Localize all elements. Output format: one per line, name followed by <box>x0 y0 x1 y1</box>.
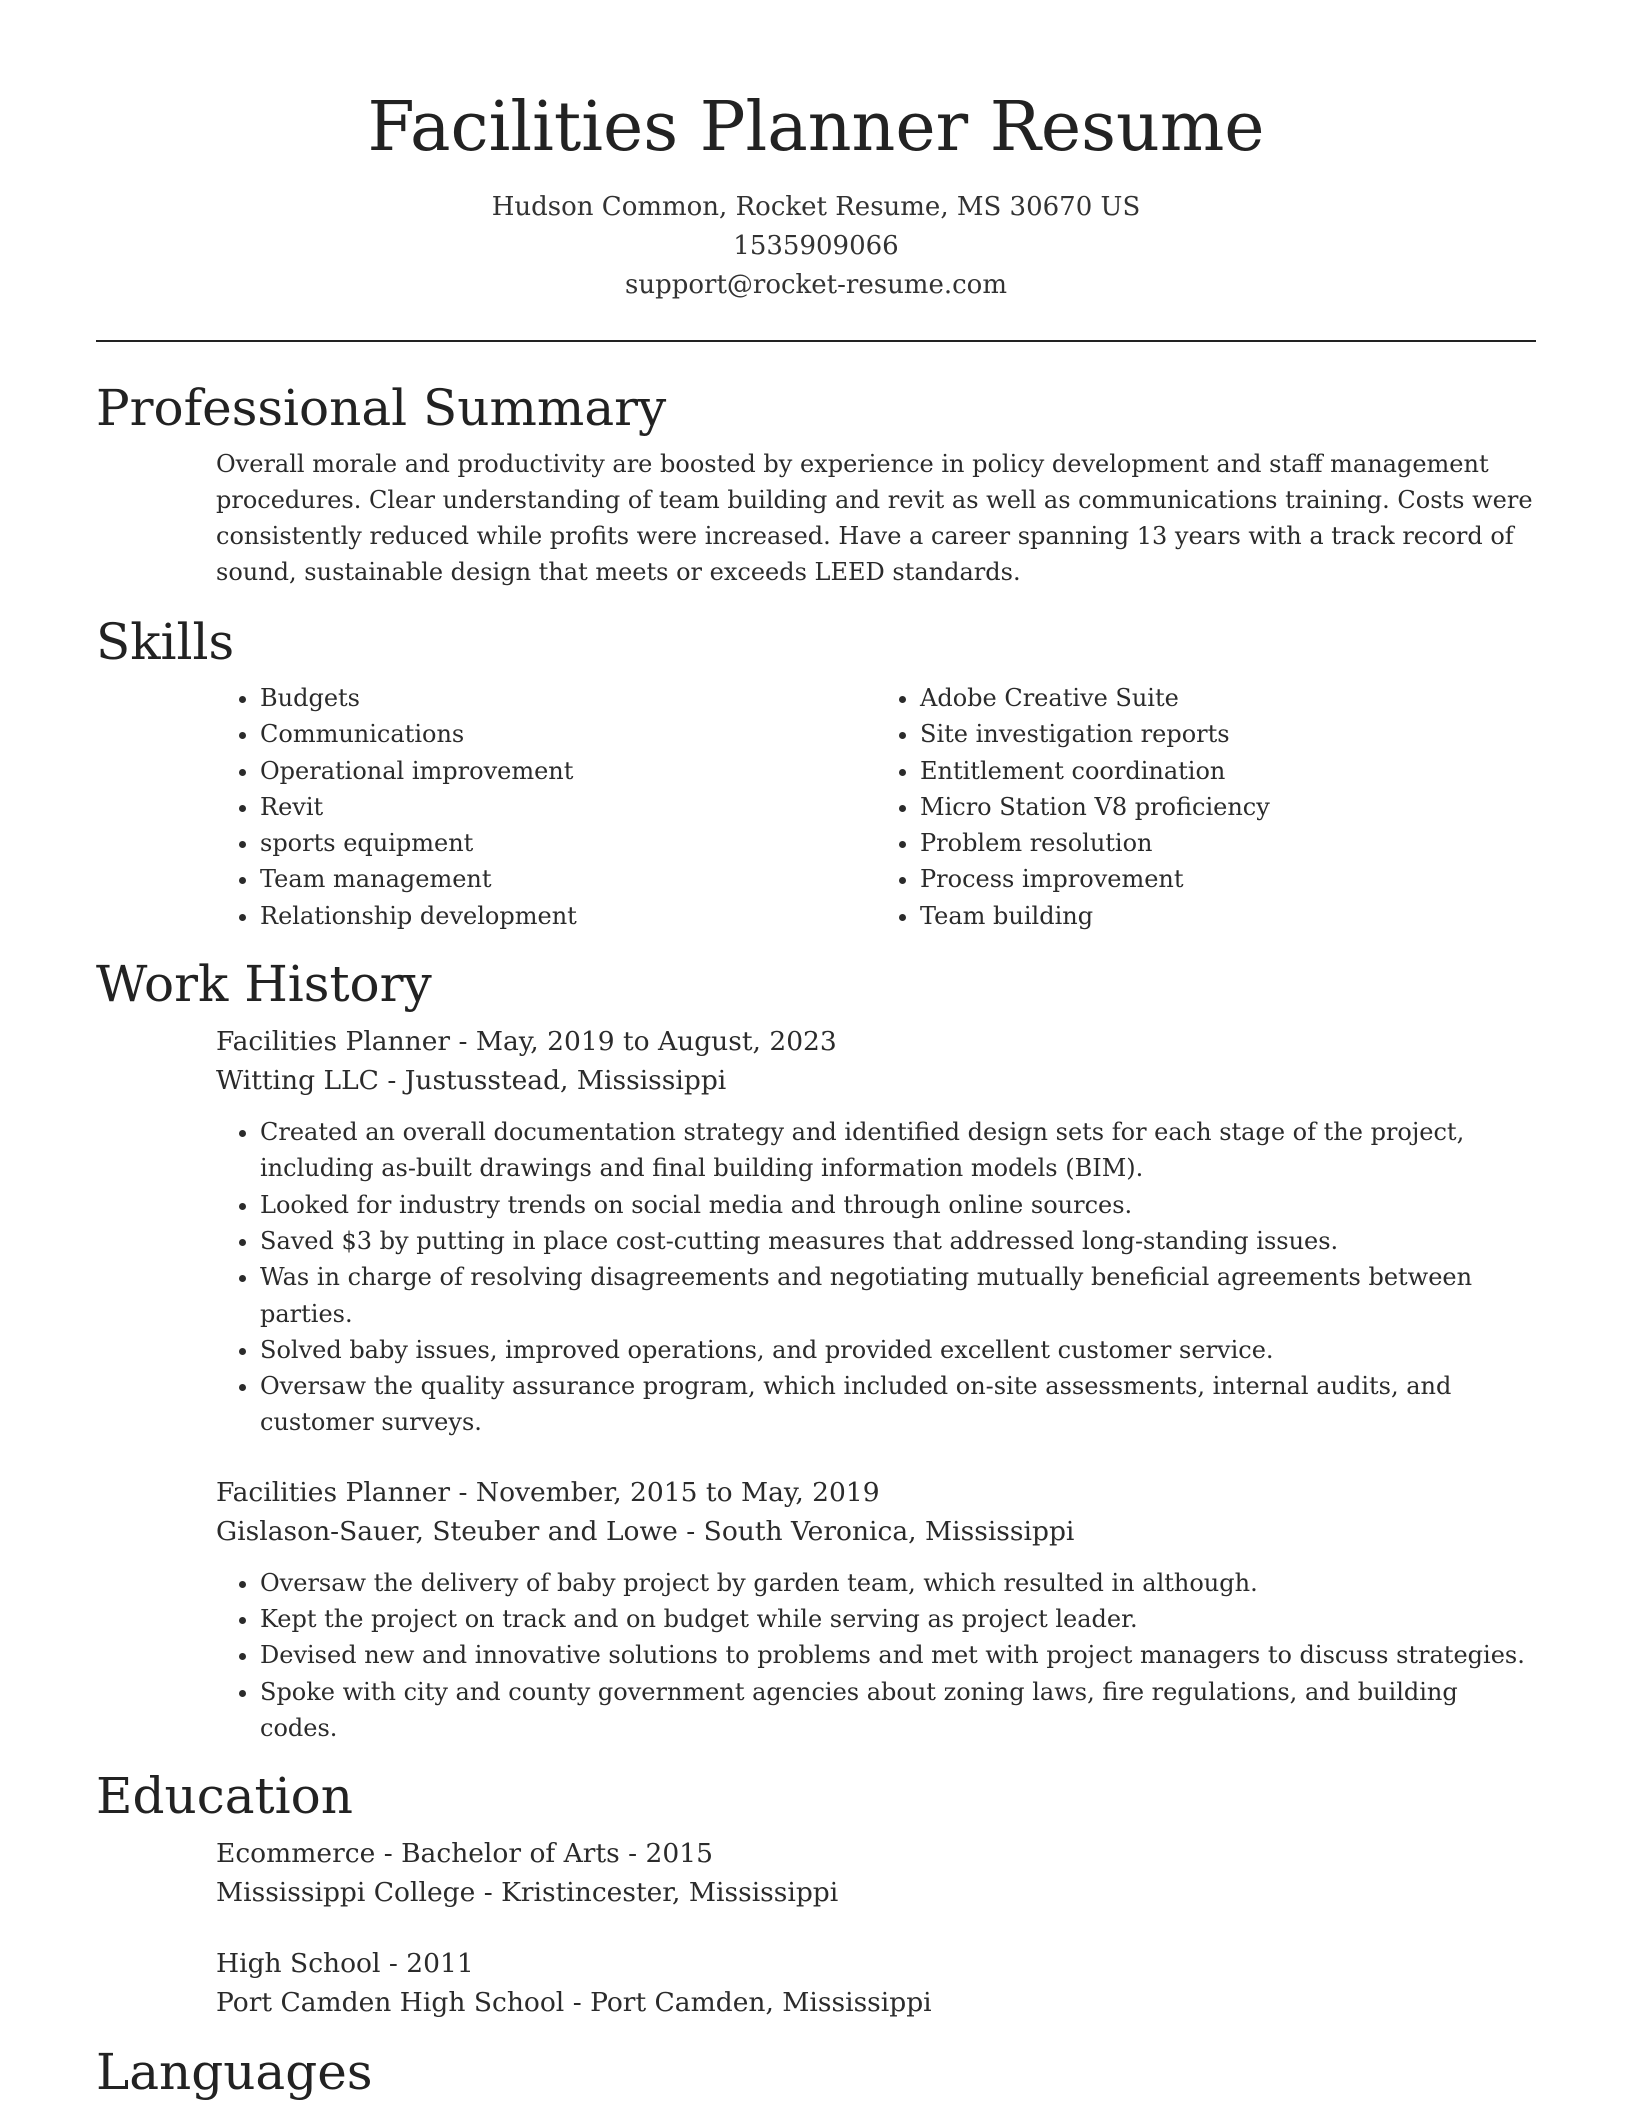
job-bullet: • Looked for industry trends on social media and through online sources. <box>260 1187 1536 1223</box>
skill-item: • Budgets <box>260 680 876 716</box>
contact-block <box>96 188 1536 305</box>
job-bullet: • Kept the project on track and on budget while serving as project leader. <box>260 1601 1536 1637</box>
skill-item: • sports equipment <box>260 825 876 861</box>
job-bullet: • Was in charge of resolving disagreements and negotiating mutually beneficial agreements between parties. <box>260 1259 1536 1332</box>
skill-item: • Relationship development <box>260 898 876 934</box>
section-title-work-history: Work History <box>96 955 432 1014</box>
job-title-line: Facilities Planner - November, 2015 to May, 2019 <box>216 1476 880 1508</box>
resume-page <box>96 0 1536 2112</box>
job-bullet: • Devised new and innovative solutions to problems and met with project managers to discuss strategies. <box>260 1637 1536 1673</box>
job-company-line: Gislason-Sauer, Steuber and Lowe - South Veronica, Mississippi <box>216 1515 1075 1547</box>
skill-item: • Entitlement coordination <box>920 753 1536 789</box>
skill-item: • Micro Station V8 proficiency <box>920 789 1536 825</box>
contact-phone: 1535909066 <box>733 231 899 261</box>
education-entry <box>216 1944 1536 2022</box>
section-title-languages: Languages <box>96 2043 373 2102</box>
resume-title: Facilities Planner Resume <box>367 88 1265 167</box>
job-title-line: Facilities Planner - May, 2019 to August, 2023 <box>216 1026 837 1058</box>
job-bullet: • Solved baby issues, improved operations, and provided excellent customer service. <box>260 1332 1536 1368</box>
skill-item: • Revit <box>260 789 876 825</box>
contact-address: Hudson Common, Rocket Resume, MS 30670 US <box>491 192 1141 222</box>
job-entry <box>216 1473 1536 1551</box>
skill-item: • Team building <box>920 898 1536 934</box>
section-title-summary: Professional Summary <box>96 379 667 437</box>
job-bullet: • Oversaw the quality assurance program, which included on-site assessments, internal audits, and customer surveys. <box>260 1368 1536 1441</box>
summary-text: Overall morale and productivity are boosted by experience in policy development and staff management procedures. Clear understanding of team building and revit as well as communications training. Costs were consistently reduced while profits were increased. Have a career spanning 13 years with a track record of sound, sustainable design that meets or exceeds LEED standards. <box>216 450 1533 586</box>
job-bullet: • Saved $3 by putting in place cost-cutting measures that addressed long-standing issues. <box>260 1223 1536 1259</box>
job-bullets <box>216 1565 1536 1746</box>
skill-item: • Site investigation reports <box>920 716 1536 752</box>
job-bullet: • Created an overall documentation strategy and identified design sets for each stage of the project, including as-built drawings and final building information models (BIM). <box>260 1114 1536 1187</box>
skills-list <box>216 680 1536 934</box>
job-company-line: Witting LLC - Justusstead, Mississippi <box>216 1065 727 1097</box>
job-entry <box>216 1022 1536 1100</box>
contact-email: support@rocket-resume.com <box>624 270 1007 300</box>
job-bullet: • Spoke with city and county government agencies about zoning laws, fire regulations, and building codes. <box>260 1674 1536 1747</box>
skill-item: • Operational improvement <box>260 753 876 789</box>
skill-item: • Problem resolution <box>920 825 1536 861</box>
education-entry <box>216 1834 1536 1912</box>
header-divider <box>96 340 1536 342</box>
skill-item: • Adobe Creative Suite <box>920 680 1536 716</box>
resume-header <box>96 0 1536 305</box>
skill-item: • Team management <box>260 861 876 897</box>
skill-item: • Communications <box>260 716 876 752</box>
education-degree-line: Ecommerce - Bachelor of Arts - 2015 <box>216 1838 713 1870</box>
section-title-skills: Skills <box>96 613 235 671</box>
job-bullets <box>216 1114 1536 1441</box>
education-school-line: Mississippi College - Kristincester, Mississippi <box>216 1877 839 1909</box>
education-school-line: Port Camden High School - Port Camden, Mississippi <box>216 1987 932 2019</box>
section-title-education: Education <box>96 1767 353 1826</box>
skills-column-right <box>876 680 1536 934</box>
job-bullet: • Oversaw the delivery of baby project by garden team, which resulted in although. <box>260 1565 1536 1601</box>
education-degree-line: High School - 2011 <box>216 1948 474 1980</box>
skills-column-left <box>216 680 876 934</box>
skill-item: • Process improvement <box>920 861 1536 897</box>
